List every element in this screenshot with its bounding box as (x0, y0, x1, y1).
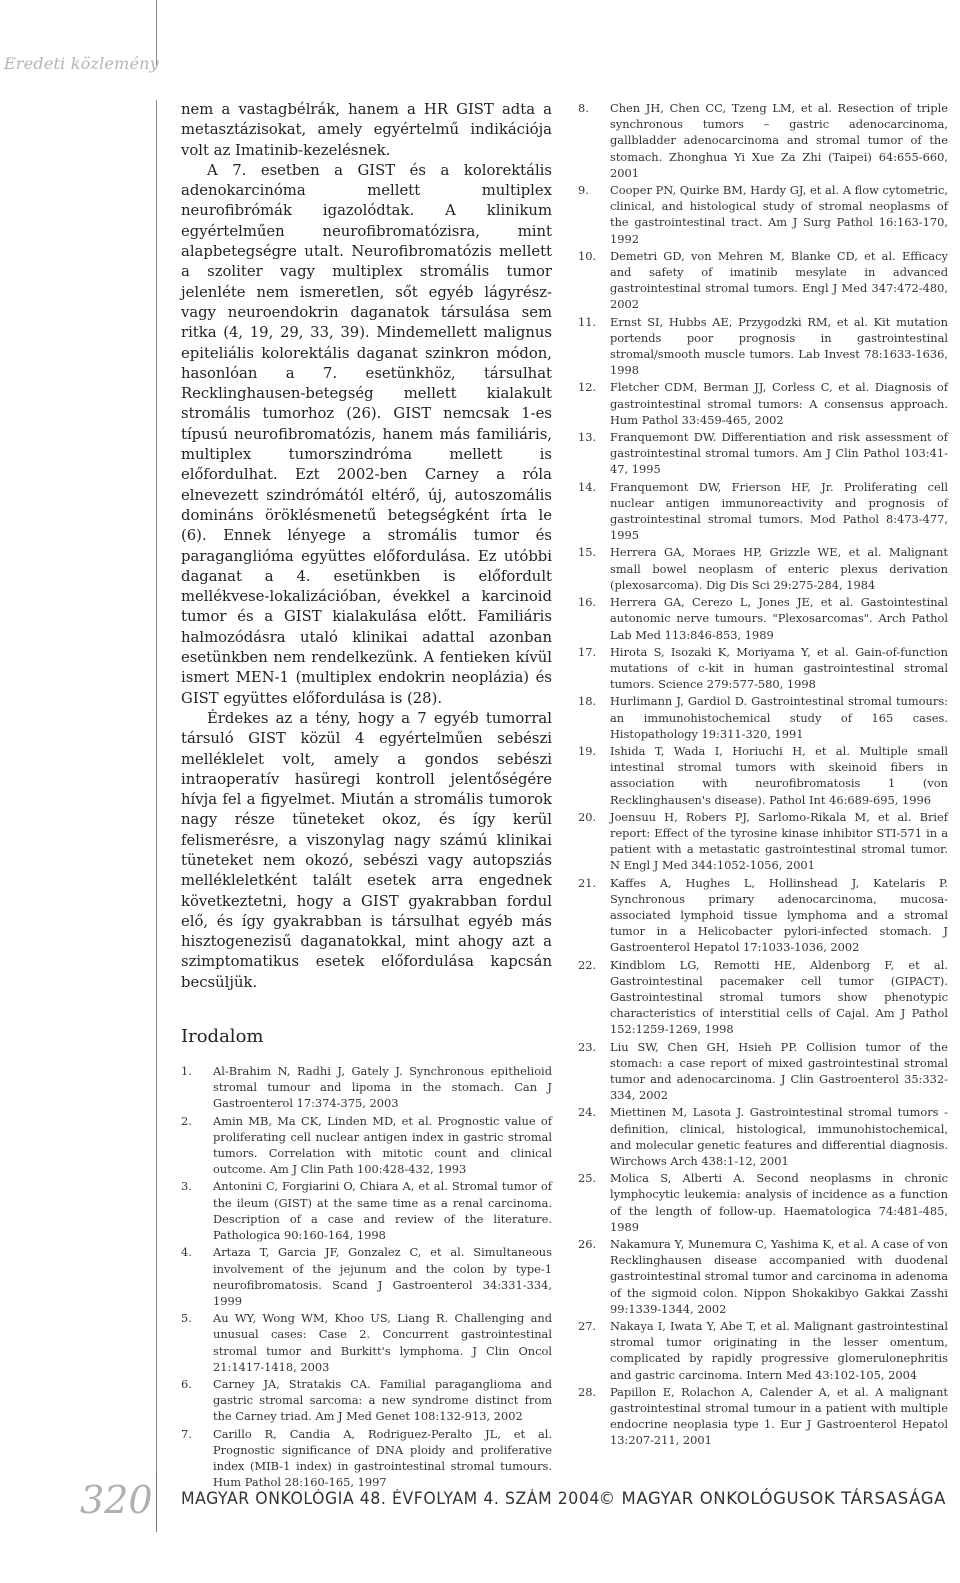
body-paragraph: nem a vastagbélrák, hanem a HR GIST adta a metasztázisokat, amely egyértelmű indikációja volt az Imatinib-kezelésnek. (181, 101, 552, 159)
reference-text: Carillo R, Candia A, Rodriguez-Peralto JL, et al. Prognostic significance of DNA ploidy and proliferative index (MIB-1 index) in gastrointestinal stromal tumours. Hum Pathol 28:160-165, 1997 (213, 1426, 552, 1490)
body-paragraph: Érdekes az a tény, hogy a 7 egyéb tumorral társuló GIST közül 4 egyértelműen sebészi melléklelet volt, amely a gondos sebészi intraoperatív hasüregi kontroll jelentőségére hívja fel a figyelmet. Miután a stromális tumorok nagy része tüneteket okoz, és így kerül felismerésre, a viszonylag nagy számú klinikai tüneteket nem okozó, sebészi vagy autopsziás mellékleletként talált esetek arra engednek következtetni, hogy a GIST gyakrabban fordul elő, és így gyakrabban is társulhat egyéb más hisztogenezisű daganatokkal, mint ahogy azt a szimptomatikus esetek előfordulása kapcsán becsüljük. (181, 709, 552, 991)
reference-text: Ishida T, Wada I, Horiuchi H, et al. Multiple small intestinal stromal tumors with skeinoid fibers in association with neurofibromatosis 1 (von Recklinghausen's disease). Pathol Int 46:689-695, 1996 (610, 743, 948, 807)
reference-text: Kindblom LG, Remotti HE, Aldenborg F, et al. Gastrointestinal pacemaker cell tumor (GIPACT). Gastrointestinal stromal tumors show phenotypic characteristics of interstitial cells of Cajal. Am J Pathol 152:1259-1269, 1998 (610, 957, 948, 1037)
reference-text: Hurlimann J, Gardiol D. Gastrointestinal stromal tumours: an immunohistochemical study of 165 cases. Histopathology 19:311-320, 1991 (610, 694, 948, 741)
column-rule (156, 100, 157, 1470)
reference-text: Demetri GD, von Mehren M, Blanke CD, et al. Efficacy and safety of imatinib mesylate in advanced gastrointestinal stromal tumors. Engl J Med 347:472-480, 2002 (610, 248, 948, 312)
reference-text: Herrera GA, Moraes HP, Grizzle WE, et al. Malignant small bowel neoplasm of enteric plexus derivation (plexosarcoma). Dig Dis Sci 29:275-284, 1984 (610, 545, 948, 592)
reference-item (578, 1384, 948, 1449)
reference-number: 26. (578, 1237, 597, 1252)
reference-number: 17. (578, 644, 597, 659)
reference-text: Amin MB, Ma CK, Linden MD, et al. Prognostic value of proliferating cell nuclear antigen index in gastric stromal tumors. Correlation with mitotic count and clinical outcome. Am J Clin Path 100:428-432, 1993 (213, 1113, 552, 1177)
reference-text: Nakamura Y, Munemura C, Yashima K, et al. A case of von Recklinghausen disease accompanied with duodenal gastrointestinal stromal tumor and carcinoma in adenoma of the sigmoid colon. Nippon Shokakibyo Gakkai Zasshi 99:1339-1344, 2002 (610, 1237, 948, 1316)
reference-number: 10. (578, 248, 597, 263)
reference-item (578, 479, 948, 544)
reference-number: 16. (578, 595, 597, 610)
reference-number: 8. (578, 101, 589, 115)
reference-item (578, 693, 948, 742)
reference-item (578, 1104, 948, 1169)
reference-number: 5. (181, 1311, 192, 1326)
journal-footer: MAGYAR ONKOLÓGIA 48. ÉVFOLYAM 4. SZÁM 2004 (181, 1489, 600, 1508)
references-heading: Irodalom (181, 1026, 264, 1048)
reference-item (578, 957, 948, 1038)
reference-item (578, 248, 948, 313)
reference-item (578, 809, 948, 874)
reference-text: Franquemont DW, Frierson HF, Jr. Proliferating cell nuclear antigen immunoreactivity and prognosis of gastrointestinal stromal tumors. Mod Pathol 8:473-477, 1995 (610, 479, 948, 543)
reference-item (578, 743, 948, 808)
reference-text: Au WY, Wong WM, Khoo US, Liang R. Challenging and unusual cases: Case 2. Concurrent gastrointestinal stromal tumor and Burkitt's lymphoma. J Clin Oncol 21:1417-1418, 2003 (213, 1311, 552, 1374)
reference-item (578, 379, 948, 428)
reference-item (578, 182, 948, 247)
reference-number: 20. (578, 809, 597, 824)
reference-text: Hirota S, Isozaki K, Moriyama Y, et al. Gain-of-function mutations of c-kit in human gastrointestinal stromal tumors. Science 279:577-580, 1998 (610, 644, 948, 692)
reference-item (578, 1318, 948, 1383)
reference-item (578, 1039, 948, 1104)
reference-text: Papillon E, Rolachon A, Calender A, et al. A malignant gastrointestinal stromal tumour in a patient with multiple endocrine neoplasia type 1. Eur J Gastroenterol Hepatol 13:207-211, 2001 (610, 1384, 948, 1448)
body-paragraph: A 7. esetben a GIST és a kolorektális adenokarcinóma mellett multiplex neurofibrómák igazolódtak. A klinikum egyértelműen neurofibromatózisra, mint alapbetegségre utalt. Neurofibromatózis mellett a szoliter vagy multiplex stromális tumor jelenléte nem ismeretlen, sőt egyéb lágyrész- vagy neuroendokrin daganatok társulása sem ritka (4, 19, 29, 33, 39). Mindemellett malignus epiteliális kolorektális daganat szinkron módon, hasonlóan a 7. esetünkhöz, társulhat Recklinghausen-betegség mellett kialakult stromális tumorhoz (26). GIST nemcsak 1-es típusú neurofibromatózis, hanem más familiáris, multiplex tumorszindróma mellett is előfordulhat. Ezt 2002-ben Carney a róla elnevezett szindrómától eltérő, új, autoszomális domináns öröklésmenetű betegségként írta le (6). Ennek lényege a stromális tumor és paraganglióma együttes előfordulása. Ez utóbbi daganat a 4. esetünkben is előfordult mellékvese-lokalizációban, évekkel a karcinoid tumor és a GIST kialakulása előtt. Familiáris halmozódásra utaló klinikai adattal azonban esetünkben nem rendelkezünk. A fentieken kívül ismert MEN-1 (multiplex endokrin neoplázia) és GIST együttes előfordulása is (28). (181, 161, 552, 707)
reference-text: Carney JA, Stratakis CA. Familial paraganglioma and gastric stromal sarcoma: a new syndrome distinct from the Carney triad. Am J Med Genet 108:132-913, 2002 (213, 1376, 552, 1424)
reference-item (578, 875, 948, 956)
reference-text: Franquemont DW. Differentiation and risk assessment of gastrointestinal stromal tumors. Am J Clin Pathol 103:41-47, 1995 (610, 430, 948, 477)
reference-number: 27. (578, 1319, 597, 1334)
page-number: 320 (80, 1478, 153, 1522)
reference-text: Kaffes A, Hughes L, Hollinshead J, Katelaris P. Synchronous primary adenocarcinoma, mucosa-associated lymphoid tissue lymphoma and a stromal tumor in a Helicobacter pylori-infected stomach. J Gastroenterol Hepatol 17:1033-1036, 2002 (610, 875, 948, 955)
society-footer: © MAGYAR ONKOLÓGUSOK TÁRSASÁGA (598, 1489, 946, 1508)
reference-number: 6. (181, 1376, 192, 1391)
reference-item (578, 100, 948, 181)
reference-number: 1. (181, 1064, 192, 1079)
reference-text: Antonini C, Forgiarini O, Chiara A, et al. Stromal tumor of the ileum (GIST) at the same time as a renal carcinoma. Description of a case and review of the literature. Pathologica 90:160-164, 1998 (213, 1179, 552, 1243)
reference-number: 2. (181, 1113, 192, 1128)
reference-number: 4. (181, 1245, 192, 1260)
reference-number: 28. (578, 1384, 597, 1399)
reference-item (181, 1310, 552, 1375)
reference-text: Fletcher CDM, Berman JJ, Corless C, et al. Diagnosis of gastrointestinal stromal tumors: A consensus approach. Hum Pathol 33:459-465, 2002 (610, 380, 948, 427)
reference-number: 14. (578, 479, 597, 494)
reference-number: 25. (578, 1171, 597, 1186)
reference-item (181, 1113, 552, 1178)
reference-item (181, 1063, 552, 1112)
reference-item (181, 1426, 552, 1491)
left-column (181, 100, 552, 1491)
reference-number: 13. (578, 430, 597, 445)
reference-number: 22. (578, 957, 597, 972)
reference-item (578, 544, 948, 593)
reference-text: Herrera GA, Cerezo L, Jones JE, et al. Gastointestinal autonomic nerve tumours. "Plexosarcomas". Arch Pathol Lab Med 113:846-853, 1989 (610, 595, 948, 642)
reference-number: 24. (578, 1105, 597, 1120)
reference-item (578, 594, 948, 643)
reference-number: 18. (578, 694, 597, 709)
reference-number: 12. (578, 380, 597, 395)
reference-text: Liu SW, Chen GH, Hsieh PP. Collision tumor of the stomach: a case report of mixed gastrointestinal stromal tumor and adenocarcinoma. J Clin Gastroenterol 35:332-334, 2002 (610, 1039, 948, 1103)
reference-text: Cooper PN, Quirke BM, Hardy GJ, et al. A flow cytometric, clinical, and histological study of stromal neoplasms of the gastrointestinal tract. Am J Surg Pathol 16:163-170, 1992 (610, 183, 948, 246)
references-list-right (578, 100, 948, 1449)
references-list-left (181, 1063, 552, 1490)
reference-number: 21. (578, 875, 597, 890)
reference-text: Artaza T, Garcia JF, Gonzalez C, et al. Simultaneous involvement of the jejunum and the colon by type-1 neurofibromatosis. Scand J Gastroenterol 34:331-334, 1999 (213, 1245, 552, 1308)
reference-text: Miettinen M, Lasota J. Gastrointestinal stromal tumors - definition, clinical, histological, immunohistochemical, and molecular genetic features and differential diagnosis. Wirchows Arch 438:1-12, 2001 (610, 1105, 948, 1168)
reference-text: Joensuu H, Robers PJ, Sarlomo-Rikala M, et al. Brief report: Effect of the tyrosine kinase inhibitor STI-571 in a patient with a metastatic gastrointestinal stromal tumor. N Engl J Med 344:1052-1056, 2001 (610, 809, 948, 873)
reference-item (578, 644, 948, 693)
reference-item (578, 1170, 948, 1235)
reference-text: Ernst SI, Hubbs AE, Przygodzki RM, et al. Kit mutation portends poor prognosis in gastrointestinal stromal/smooth muscle tumors. Lab Invest 78:1633-1636, 1998 (610, 314, 948, 378)
reference-number: 9. (578, 183, 589, 198)
reference-text: Molica S, Alberti A. Second neoplasms in chronic lymphocytic leukemia: analysis of incidence as a function of the length of follow-up. Haematologica 74:481-485, 1989 (610, 1171, 948, 1234)
reference-text: Nakaya I, Iwata Y, Abe T, et al. Malignant gastrointestinal stromal tumor originating in the lesser omentum, complicated by rapidly progressive glomerulonephritis and gastric carcinoma. Intern Med 43:102-105, 2004 (610, 1319, 948, 1382)
reference-text: Chen JH, Chen CC, Tzeng LM, et al. Resection of triple synchronous tumors – gastric adenocarcinoma, gallbladder adenocarcinoma and stromal tumor of the stomach. Zhonghua Yi Xue Za Zhi (Taipei) 64:655-660, 2001 (610, 101, 948, 180)
reference-number: 23. (578, 1039, 597, 1054)
reference-item (181, 1244, 552, 1309)
reference-number: 11. (578, 314, 597, 329)
reference-item (181, 1376, 552, 1425)
reference-item (578, 1236, 948, 1317)
reference-number: 19. (578, 743, 597, 758)
reference-text: Al-Brahim N, Radhi J, Gately J. Synchronous epithelioid stromal tumour and lipoma in the stomach. Can J Gastroenterol 17:374-375, 2003 (213, 1064, 552, 1111)
reference-item (181, 1178, 552, 1243)
footer-rule (156, 1470, 157, 1532)
reference-number: 15. (578, 545, 597, 560)
section-label: Eredeti közlemény (4, 54, 159, 73)
reference-item (578, 429, 948, 478)
reference-item (578, 314, 948, 379)
reference-number: 3. (181, 1179, 192, 1194)
right-column (578, 100, 948, 1450)
reference-number: 7. (181, 1426, 192, 1441)
